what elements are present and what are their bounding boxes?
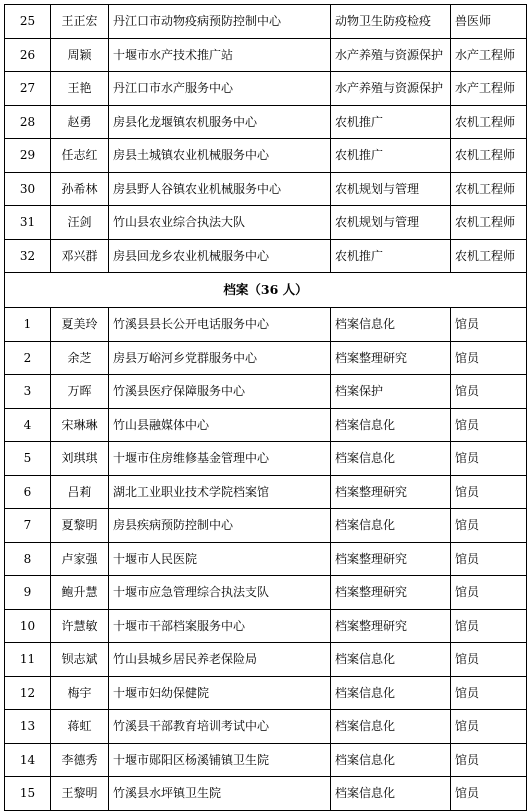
archives-section xyxy=(5,273,527,308)
table-row xyxy=(5,676,527,710)
job-title: 馆员 xyxy=(451,408,527,442)
work-unit: 竹溪县水坪镇卫生院 xyxy=(109,777,331,811)
person-name: 许慧敏 xyxy=(51,609,109,643)
person-name: 万晖 xyxy=(51,375,109,409)
table-row xyxy=(5,576,527,610)
specialty: 档案保护 xyxy=(331,375,451,409)
specialty: 农机规划与管理 xyxy=(331,172,451,206)
row-number: 14 xyxy=(5,743,51,777)
table-row xyxy=(5,442,527,476)
row-number: 11 xyxy=(5,643,51,677)
table-row xyxy=(5,777,527,811)
archives-rows xyxy=(5,308,527,811)
job-title: 馆员 xyxy=(451,509,527,543)
specialty: 档案信息化 xyxy=(331,442,451,476)
table-row xyxy=(5,643,527,677)
job-title: 馆员 xyxy=(451,375,527,409)
row-number: 30 xyxy=(5,172,51,206)
person-name: 李德秀 xyxy=(51,743,109,777)
work-unit: 房县回龙乡农业机械服务中心 xyxy=(109,239,331,273)
job-title: 馆员 xyxy=(451,442,527,476)
work-unit: 房县化龙堰镇农机服务中心 xyxy=(109,105,331,139)
person-name: 卢家强 xyxy=(51,542,109,576)
job-title: 兽医师 xyxy=(451,5,527,39)
person-name: 邓兴群 xyxy=(51,239,109,273)
job-title: 馆员 xyxy=(451,710,527,744)
job-title: 馆员 xyxy=(451,777,527,811)
job-title: 水产工程师 xyxy=(451,38,527,72)
job-title: 馆员 xyxy=(451,308,527,342)
row-number: 15 xyxy=(5,777,51,811)
job-title: 农机工程师 xyxy=(451,139,527,173)
person-name: 周颖 xyxy=(51,38,109,72)
specialty: 农机推广 xyxy=(331,239,451,273)
job-title: 馆员 xyxy=(451,341,527,375)
row-number: 7 xyxy=(5,509,51,543)
table-row xyxy=(5,308,527,342)
specialty: 水产养殖与资源保护 xyxy=(331,72,451,106)
table-row xyxy=(5,172,527,206)
specialty: 农机推广 xyxy=(331,105,451,139)
work-unit: 房县土城镇农业机械服务中心 xyxy=(109,139,331,173)
job-title: 馆员 xyxy=(451,542,527,576)
table-row xyxy=(5,408,527,442)
job-title: 馆员 xyxy=(451,643,527,677)
table-row xyxy=(5,5,527,39)
job-title: 馆员 xyxy=(451,475,527,509)
person-name: 汪剑 xyxy=(51,206,109,240)
table-row xyxy=(5,72,527,106)
row-number: 3 xyxy=(5,375,51,409)
person-name: 孙希林 xyxy=(51,172,109,206)
work-unit: 房县万峪河乡党群服务中心 xyxy=(109,341,331,375)
work-unit: 竹溪县县长公开电话服务中心 xyxy=(109,308,331,342)
table-row xyxy=(5,105,527,139)
person-name: 宋琳琳 xyxy=(51,408,109,442)
personnel-table xyxy=(4,4,527,811)
work-unit: 十堰市水产技术推广站 xyxy=(109,38,331,72)
specialty: 档案整理研究 xyxy=(331,609,451,643)
row-number: 31 xyxy=(5,206,51,240)
specialty: 档案信息化 xyxy=(331,710,451,744)
table-row xyxy=(5,206,527,240)
table-row xyxy=(5,375,527,409)
section-title: 档案（36 人） xyxy=(5,273,527,308)
specialty: 档案整理研究 xyxy=(331,576,451,610)
job-title: 馆员 xyxy=(451,609,527,643)
work-unit: 丹江口市水产服务中心 xyxy=(109,72,331,106)
work-unit: 房县疾病预防控制中心 xyxy=(109,509,331,543)
work-unit: 十堰市郧阳区杨溪铺镇卫生院 xyxy=(109,743,331,777)
person-name: 蒋虹 xyxy=(51,710,109,744)
row-number: 4 xyxy=(5,408,51,442)
specialty: 档案信息化 xyxy=(331,509,451,543)
row-number: 12 xyxy=(5,676,51,710)
job-title: 农机工程师 xyxy=(451,105,527,139)
work-unit: 丹江口市动物疫病预防控制中心 xyxy=(109,5,331,39)
row-number: 29 xyxy=(5,139,51,173)
work-unit: 十堰市妇幼保健院 xyxy=(109,676,331,710)
person-name: 鲍升慧 xyxy=(51,576,109,610)
section-header-row xyxy=(5,273,527,308)
table-row xyxy=(5,239,527,273)
person-name: 王艳 xyxy=(51,72,109,106)
specialty: 档案信息化 xyxy=(331,743,451,777)
row-number: 10 xyxy=(5,609,51,643)
agriculture-rows xyxy=(5,5,527,273)
work-unit: 竹山县融媒体中心 xyxy=(109,408,331,442)
table-row xyxy=(5,139,527,173)
person-name: 吕莉 xyxy=(51,475,109,509)
row-number: 27 xyxy=(5,72,51,106)
work-unit: 十堰市人民医院 xyxy=(109,542,331,576)
job-title: 馆员 xyxy=(451,576,527,610)
row-number: 13 xyxy=(5,710,51,744)
specialty: 档案信息化 xyxy=(331,408,451,442)
table-row xyxy=(5,609,527,643)
specialty: 水产养殖与资源保护 xyxy=(331,38,451,72)
table-row xyxy=(5,710,527,744)
job-title: 水产工程师 xyxy=(451,72,527,106)
person-name: 余芝 xyxy=(51,341,109,375)
row-number: 5 xyxy=(5,442,51,476)
row-number: 8 xyxy=(5,542,51,576)
table-row xyxy=(5,542,527,576)
row-number: 9 xyxy=(5,576,51,610)
row-number: 2 xyxy=(5,341,51,375)
person-name: 刘琪琪 xyxy=(51,442,109,476)
work-unit: 竹山县城乡居民养老保险局 xyxy=(109,643,331,677)
person-name: 夏美玲 xyxy=(51,308,109,342)
specialty: 档案整理研究 xyxy=(331,542,451,576)
specialty: 档案整理研究 xyxy=(331,341,451,375)
job-title: 农机工程师 xyxy=(451,239,527,273)
work-unit: 十堰市应急管理综合执法支队 xyxy=(109,576,331,610)
job-title: 农机工程师 xyxy=(451,172,527,206)
row-number: 1 xyxy=(5,308,51,342)
job-title: 农机工程师 xyxy=(451,206,527,240)
table-row xyxy=(5,509,527,543)
job-title: 馆员 xyxy=(451,676,527,710)
person-name: 赵勇 xyxy=(51,105,109,139)
row-number: 32 xyxy=(5,239,51,273)
job-title: 馆员 xyxy=(451,743,527,777)
specialty: 档案信息化 xyxy=(331,643,451,677)
row-number: 25 xyxy=(5,5,51,39)
specialty: 档案信息化 xyxy=(331,777,451,811)
table-row xyxy=(5,743,527,777)
work-unit: 十堰市干部档案服务中心 xyxy=(109,609,331,643)
work-unit: 湖北工业职业技术学院档案馆 xyxy=(109,475,331,509)
specialty: 档案整理研究 xyxy=(331,475,451,509)
person-name: 梅宇 xyxy=(51,676,109,710)
work-unit: 竹溪县干部教育培训考试中心 xyxy=(109,710,331,744)
row-number: 28 xyxy=(5,105,51,139)
specialty: 档案信息化 xyxy=(331,676,451,710)
work-unit: 竹溪县医疗保障服务中心 xyxy=(109,375,331,409)
person-name: 王正宏 xyxy=(51,5,109,39)
specialty: 农机规划与管理 xyxy=(331,206,451,240)
person-name: 钡志斌 xyxy=(51,643,109,677)
row-number: 26 xyxy=(5,38,51,72)
work-unit: 十堰市住房维修基金管理中心 xyxy=(109,442,331,476)
table-row xyxy=(5,475,527,509)
work-unit: 竹山县农业综合执法大队 xyxy=(109,206,331,240)
work-unit: 房县野人谷镇农业机械服务中心 xyxy=(109,172,331,206)
table-row xyxy=(5,38,527,72)
person-name: 夏黎明 xyxy=(51,509,109,543)
table-row xyxy=(5,341,527,375)
person-name: 任志红 xyxy=(51,139,109,173)
specialty: 农机推广 xyxy=(331,139,451,173)
specialty: 档案信息化 xyxy=(331,308,451,342)
specialty: 动物卫生防疫检疫 xyxy=(331,5,451,39)
row-number: 6 xyxy=(5,475,51,509)
person-name: 王黎明 xyxy=(51,777,109,811)
